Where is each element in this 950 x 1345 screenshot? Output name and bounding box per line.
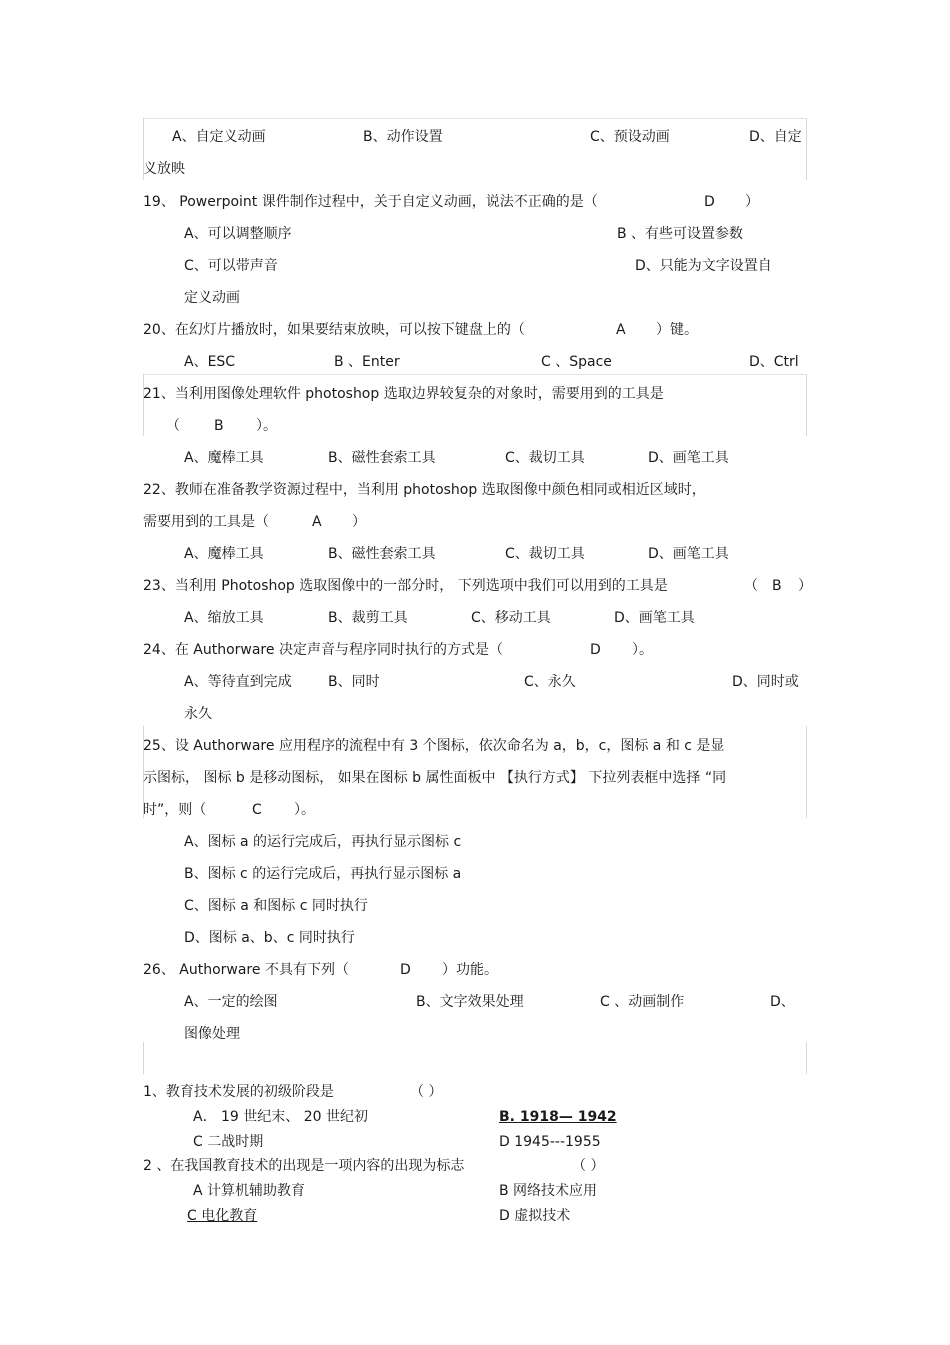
question-23-open: （: [744, 578, 758, 594]
s2-question-2-paren: （ ）: [572, 1158, 605, 1174]
question-21-answer: B: [214, 418, 224, 434]
option-c: C、移动工具: [471, 610, 551, 626]
option-c: C、裁切工具: [505, 546, 585, 562]
option-a: A、可以调整顺序: [184, 226, 292, 242]
question-25-line-1: 25、设 Authorware 应用程序的流程中有 3 个图标，依次命名为 a，b，c，图标 a 和 c 是显: [143, 738, 725, 754]
option-d: D、同时或: [732, 674, 799, 690]
question-23-close: ）: [798, 578, 812, 594]
option-d-continued: 永久: [184, 706, 212, 722]
option-d-continued: 义放映: [143, 161, 185, 177]
question-19-answer: D: [704, 194, 715, 210]
question-22-close: ）: [352, 514, 366, 530]
option-a: A 计算机辅助教育: [193, 1183, 306, 1199]
question-19-close: ）: [745, 194, 759, 210]
question-20-stem: 20、在幻灯片播放时，如果要结束放映，可以按下键盘上的（: [143, 322, 525, 338]
option-d: D、图标 a、b、c 同时执行: [184, 930, 355, 946]
option-d: D、自定: [749, 129, 802, 145]
option-d: D 1945---1955: [499, 1134, 601, 1150]
question-25-line-2: 示图标， 图标 b 是移动图标， 如果在图标 b 属性面板中 【执行方式】 下拉列表框中选择 “同: [143, 770, 727, 786]
option-a: A、缩放工具: [184, 610, 264, 626]
option-a: A． 19 世纪末、 20 世纪初: [193, 1109, 369, 1125]
rule-line: [806, 118, 807, 180]
question-25-close: ）。: [294, 802, 315, 818]
question-20-close: ）键。: [656, 322, 698, 338]
question-24-close: ）。: [632, 642, 653, 658]
option-d: D 虚拟技术: [499, 1208, 571, 1224]
option-a: A、一定的绘图: [184, 994, 278, 1010]
option-d-continued: 定义动画: [184, 290, 240, 306]
s2-question-1-paren: （ ）: [410, 1084, 443, 1100]
option-b: B、磁性套索工具: [328, 450, 436, 466]
option-d: D、: [770, 994, 795, 1010]
option-a: A、魔棒工具: [184, 450, 264, 466]
question-26-close: ）功能。: [442, 962, 498, 978]
question-22-answer: A: [312, 514, 322, 530]
rule-line: [806, 374, 807, 436]
option-b: B、裁剪工具: [328, 610, 408, 626]
option-c: C 二战时期: [193, 1134, 264, 1150]
question-21-open: （: [166, 418, 180, 434]
question-26-answer: D: [400, 962, 411, 978]
option-d: D、画笔工具: [648, 546, 729, 562]
question-22-stem: 22、教师在准备教学资源过程中，当利用 photoshop 选取图像中颜色相同或相近区域时，: [143, 482, 706, 498]
rule-line: [143, 374, 807, 375]
option-b: B、动作设置: [363, 129, 443, 145]
question-24-answer: D: [590, 642, 601, 658]
rule-line: [143, 118, 807, 119]
option-c: C、图标 a 和图标 c 同时执行: [184, 898, 368, 914]
option-c-answer: C 电化教育: [187, 1208, 258, 1224]
option-c: C、裁切工具: [505, 450, 585, 466]
option-a: A、ESC: [184, 354, 236, 370]
s2-question-1-stem: 1、教育技术发展的初级阶段是: [143, 1084, 334, 1100]
question-22-stem-continued: 需要用到的工具是（: [143, 514, 269, 530]
option-a: A、自定义动画: [172, 129, 266, 145]
option-d-continued: 图像处理: [184, 1026, 240, 1042]
rule-line: [143, 1042, 144, 1074]
rule-line: [806, 726, 807, 818]
option-b: B 网络技术应用: [499, 1183, 598, 1199]
option-b: B 、Enter: [334, 354, 400, 370]
question-26-stem: 26、 Authorware 不具有下列（: [143, 962, 349, 978]
option-d: D、画笔工具: [648, 450, 729, 466]
option-d: D、画笔工具: [614, 610, 695, 626]
option-d: D、只能为文字设置自: [635, 258, 772, 274]
option-b: B、图标 c 的运行完成后，再执行显示图标 a: [184, 866, 462, 882]
question-19-stem: 19、 Powerpoint 课件制作过程中，关于自定义动画，说法不正确的是（: [143, 194, 598, 210]
option-c: C 、Space: [541, 354, 612, 370]
option-b: B 、有些可设置参数: [617, 226, 744, 242]
rule-line: [806, 1042, 807, 1074]
option-a: A、图标 a 的运行完成后，再执行显示图标 c: [184, 834, 462, 850]
option-c: C 、动画制作: [600, 994, 685, 1010]
question-21-close: ）。: [256, 418, 277, 434]
option-c: C、预设动画: [590, 129, 670, 145]
option-b: B、文字效果处理: [416, 994, 524, 1010]
question-25-line-3: 时”，则（: [143, 802, 207, 818]
question-25-answer: C: [252, 802, 262, 818]
question-21-stem: 21、当利用图像处理软件 photoshop 选取边界较复杂的对象时，需要用到的工具是: [143, 386, 664, 402]
s2-question-2-stem: 2 、在我国教育技术的出现是一项内容的出现为标志: [143, 1158, 465, 1174]
question-23-answer: B: [772, 578, 782, 594]
option-b: B、同时: [328, 674, 380, 690]
question-20-answer: A: [616, 322, 626, 338]
option-c: C、可以带声音: [184, 258, 278, 274]
rule-line: [143, 374, 144, 436]
option-a: A、魔棒工具: [184, 546, 264, 562]
option-b-answer: B. 1918— 1942: [499, 1109, 617, 1125]
option-c: C、永久: [524, 674, 576, 690]
option-b: B、磁性套索工具: [328, 546, 436, 562]
option-d: D、Ctrl: [749, 354, 799, 370]
option-a: A、等待直到完成: [184, 674, 292, 690]
question-24-stem: 24、在 Authorware 决定声音与程序同时执行的方式是（: [143, 642, 503, 658]
question-23-stem: 23、当利用 Photoshop 选取图像中的一部分时， 下列选项中我们可以用到的工具是: [143, 578, 668, 594]
